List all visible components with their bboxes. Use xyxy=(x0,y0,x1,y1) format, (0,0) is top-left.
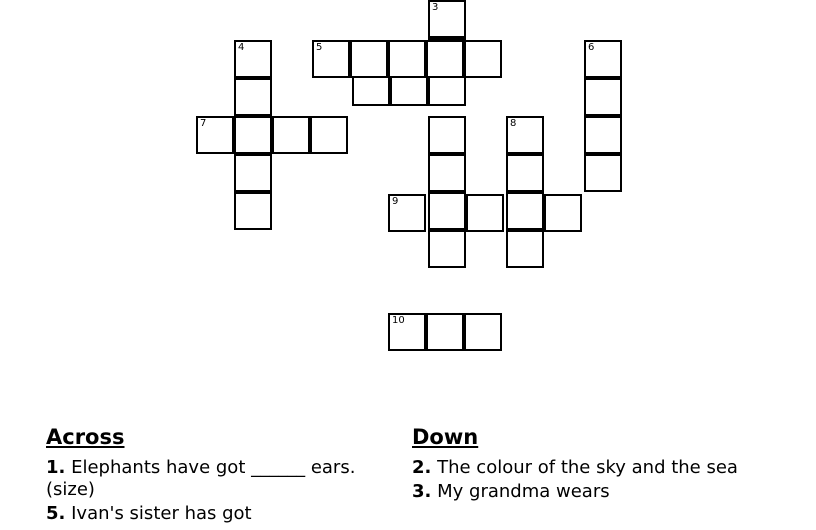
crossword-cell[interactable] xyxy=(584,154,622,192)
crossword-cell[interactable] xyxy=(544,194,582,232)
cell-number: 6 xyxy=(588,42,595,53)
crossword-cell[interactable] xyxy=(388,40,426,78)
crossword-cell[interactable] xyxy=(464,40,502,78)
across-heading: Across xyxy=(46,425,125,449)
crossword-cell[interactable] xyxy=(234,154,272,192)
clue-text: Elephants have got ______ ears. (size) xyxy=(46,457,356,500)
crossword-cell[interactable] xyxy=(428,192,466,230)
across-clues-column xyxy=(46,425,396,527)
down-clues-column xyxy=(412,425,762,505)
clue-across-1 xyxy=(46,457,396,501)
clue-number: 1. xyxy=(46,457,66,478)
crossword-cell[interactable] xyxy=(506,230,544,268)
crossword-cell[interactable] xyxy=(426,40,464,78)
clue-across-5 xyxy=(46,503,396,525)
crossword-cell[interactable] xyxy=(584,78,622,116)
clue-number: 2. xyxy=(412,457,432,478)
crossword-cell-3[interactable] xyxy=(428,0,466,38)
clue-text: My grandma wears xyxy=(437,481,610,502)
crossword-cell[interactable] xyxy=(428,116,466,154)
crossword-cell[interactable] xyxy=(350,40,388,78)
crossword-cell[interactable] xyxy=(464,313,502,351)
crossword-cell[interactable] xyxy=(428,154,466,192)
cell-number: 7 xyxy=(200,118,207,129)
crossword-cell[interactable] xyxy=(506,154,544,192)
cell-number: 8 xyxy=(510,118,517,129)
clue-down-2 xyxy=(412,457,762,479)
crossword-cell[interactable] xyxy=(506,192,544,230)
clue-number: 5. xyxy=(46,503,66,524)
clue-text: The colour of the sky and the sea xyxy=(437,457,738,478)
crossword-cell[interactable] xyxy=(234,192,272,230)
cell-number: 4 xyxy=(238,42,245,53)
down-heading: Down xyxy=(412,425,479,449)
crossword-cell-10[interactable] xyxy=(388,313,426,351)
crossword-cell-9[interactable] xyxy=(388,194,426,232)
crossword-cell[interactable] xyxy=(466,194,504,232)
cell-number: 9 xyxy=(392,196,399,207)
crossword-cell[interactable] xyxy=(272,116,310,154)
crossword-cell-5[interactable] xyxy=(312,40,350,78)
clues-section xyxy=(0,425,816,530)
clue-down-3 xyxy=(412,481,762,503)
clue-text: Ivan's sister has got xyxy=(71,503,252,524)
crossword-cell[interactable] xyxy=(234,116,272,154)
crossword-cell-7[interactable] xyxy=(196,116,234,154)
clue-number: 3. xyxy=(412,481,432,502)
crossword-cell-4[interactable] xyxy=(234,40,272,78)
cell-number: 3 xyxy=(432,2,439,13)
crossword-cell[interactable] xyxy=(310,116,348,154)
crossword-cell[interactable] xyxy=(428,230,466,268)
cell-number: 10 xyxy=(392,315,405,326)
cell-number: 5 xyxy=(316,42,323,53)
crossword-cell-8[interactable] xyxy=(506,116,544,154)
crossword-cell-6[interactable] xyxy=(584,40,622,78)
crossword-cell[interactable] xyxy=(426,313,464,351)
crossword-cell[interactable] xyxy=(584,116,622,154)
crossword-cell[interactable] xyxy=(234,78,272,116)
